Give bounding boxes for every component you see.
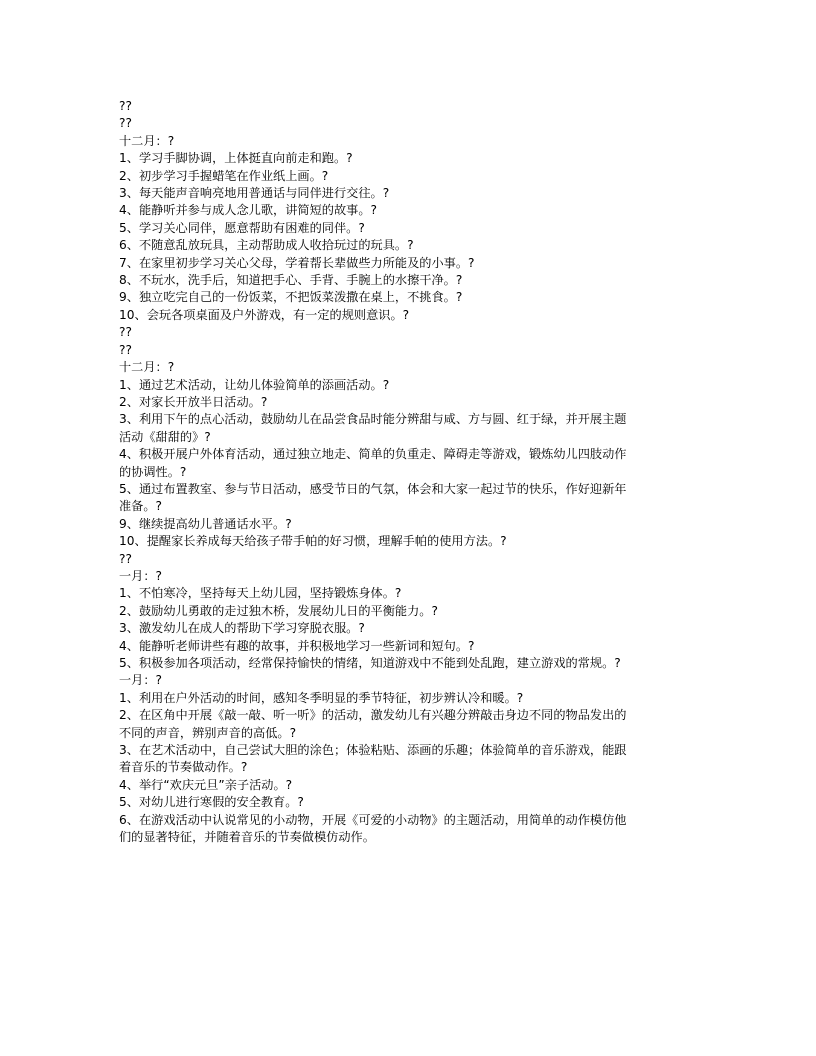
list-item: 10、会玩各项桌面及户外游戏，有一定的规则意识。? <box>119 307 410 322</box>
list-item-continued: 准备。? <box>119 499 163 514</box>
list-item-continued: 活动《甜甜的》? <box>119 429 211 444</box>
list-item-continued: 们的显著特征，并随着音乐的节奏做模仿动作。 <box>119 830 375 845</box>
list-item: 5、学习关心同伴，愿意帮助有困难的同伴。? <box>119 220 365 235</box>
list-item: 1、不怕寒冷，坚持每天上幼儿园，坚持锻炼身体。? <box>119 586 402 601</box>
list-item: 10、提醒家长养成每天给孩子带手帕的好习惯，理解手帕的使用方法。? <box>119 534 507 549</box>
list-item: 2、对家长开放半日活动。? <box>119 394 268 409</box>
list-item: 2、鼓励幼儿勇敢的走过独木桥，发展幼儿日的平衡能力。? <box>119 603 438 618</box>
list-item: 5、通过布置教室、参与节日活动，感受节日的气氛，体会和大家一起过节的快乐，作好迎新年 <box>119 481 627 496</box>
list-item: 5、积极参加各项活动，经常保持愉快的情绪，知道游戏中不能到处乱跑，建立游戏的常规。? <box>119 656 621 670</box>
list-item: 2、初步学习手握蜡笔在作业纸上画。? <box>119 168 329 183</box>
list-item: 1、学习手脚协调，上体挺直向前走和跑。? <box>119 151 353 166</box>
list-item: 1、利用在户外活动的时间，感知冬季明显的季节特征，初步辨认冷和暖。? <box>119 690 524 705</box>
list-item: 4、能静听老师讲些有趣的故事，并积极地学习一些新词和短句。? <box>119 638 475 653</box>
text-line: ?? <box>119 325 132 340</box>
section-heading: 一月：? <box>119 673 163 688</box>
text-line: ?? <box>119 99 132 113</box>
section-heading: 十二月：? <box>119 133 175 148</box>
list-item: 9、独立吃完自己的一份饭菜，不把饭菜泼撒在桌上，不挑食。? <box>119 290 463 305</box>
list-item: 4、举行“欢庆元旦”亲子活动。? <box>119 777 293 792</box>
list-item: 8、不玩水，洗手后，知道把手心、手背、手腕上的水擦干净。? <box>119 273 463 288</box>
list-item: 3、利用下午的点心活动，鼓励幼儿在品尝食品时能分辨甜与咸、方与圆、红于绿，并开展主题 <box>119 412 627 427</box>
section-heading: 十二月：? <box>119 360 175 375</box>
list-item: 2、在区角中开展《敲一敲、听一听》的活动，激发幼儿有兴趣分辨敲击身边不同的物品发出的 <box>119 708 627 723</box>
list-item: 1、通过艺术活动，让幼儿体验简单的添画活动。? <box>119 377 390 392</box>
list-item-continued: 着音乐的节奏做动作。? <box>119 760 248 775</box>
list-item: 7、在家里初步学习关心父母，学着帮长辈做些力所能及的小事。? <box>119 255 475 270</box>
text-line: ?? <box>119 116 132 131</box>
text-line: ?? <box>119 551 132 566</box>
list-item: 3、激发幼儿在成人的帮助下学习穿脱衣服。? <box>119 621 365 636</box>
list-item: 3、在艺术活动中，自己尝试大胆的涂色；体验粘贴、添画的乐趣；体验简单的音乐游戏，能跟 <box>119 743 627 758</box>
list-item: 6、不随意乱放玩具，主动帮助成人收拾玩过的玩具。? <box>119 238 414 253</box>
list-item: 3、每天能声音响亮地用普通话与同伴进行交往。? <box>119 186 390 201</box>
list-item: 4、能静听并参与成人念儿歌，讲简短的故事。? <box>119 203 377 218</box>
document-page <box>119 98 709 846</box>
section-heading: 一月：? <box>119 568 163 583</box>
list-item: 6、在游戏活动中认说常见的小动物，开展《可爱的小动物》的主题活动，用简单的动作模仿他 <box>119 812 627 827</box>
list-item-continued: 的协调性。? <box>119 464 187 479</box>
list-item-continued: 不同的声音，辨别声音的高低。? <box>119 725 297 740</box>
text-line: ?? <box>119 342 132 357</box>
list-item: 4、积极开展户外体育活动，通过独立地走、简单的负重走、障碍走等游戏，锻炼幼儿四肢动作 <box>119 447 627 462</box>
list-item: 9、继续提高幼儿普通话水平。? <box>119 516 292 531</box>
list-item: 5、对幼儿进行寒假的安全教育。? <box>119 795 304 810</box>
